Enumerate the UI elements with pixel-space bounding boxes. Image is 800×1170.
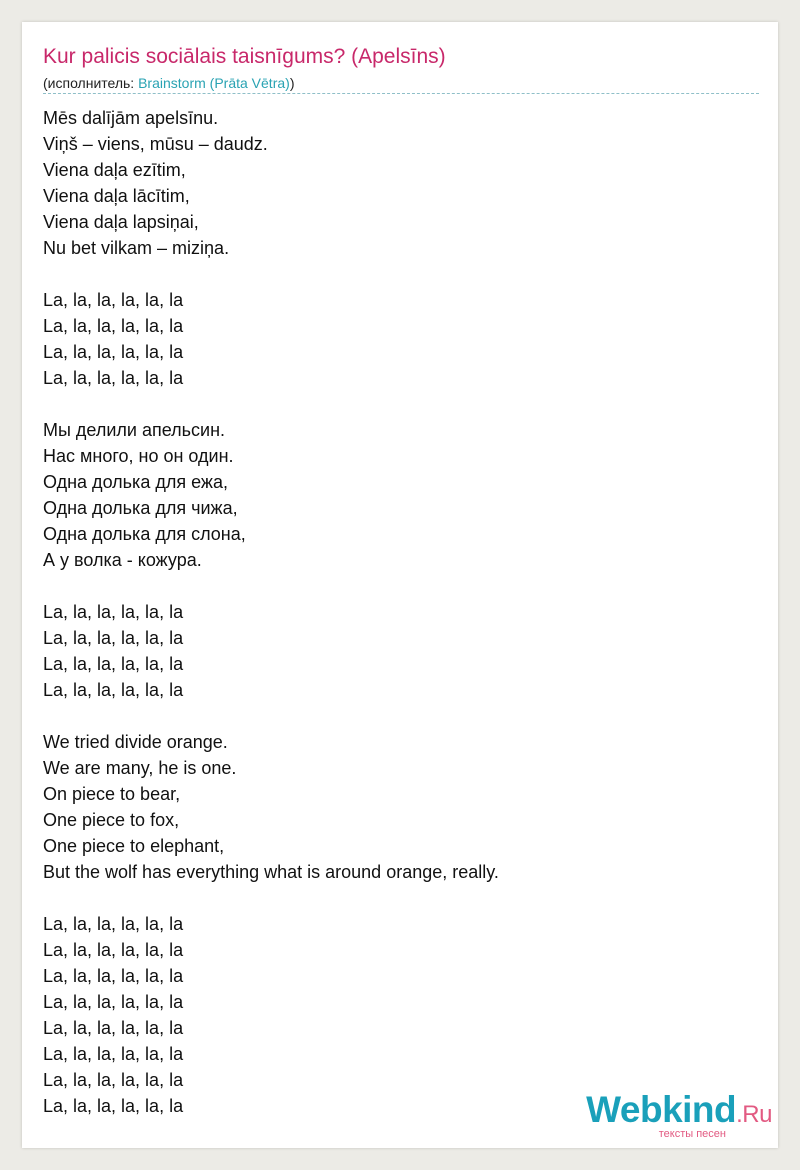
lyrics-line: А у волка - кожура. (43, 550, 202, 570)
site-logo[interactable] (586, 1091, 772, 1140)
lyrics-line: La, la, la, la, la, la (43, 1018, 184, 1038)
lyrics-line: One piece to elephant, (43, 836, 225, 856)
lyrics-line: Одна долька для слона, (43, 524, 246, 544)
lyrics-line: Одна долька для чижа, (43, 498, 238, 518)
lyrics-line: La, la, la, la, la, la (43, 290, 184, 310)
lyrics-line: La, la, la, la, la, la (43, 654, 184, 674)
logo-tagline: тексты песен (658, 1128, 726, 1140)
artist-line (43, 74, 294, 92)
lyrics-line: Mēs dalījām apelsīnu. (43, 108, 219, 128)
lyrics-line: Viena daļa lapsiņai, (43, 212, 199, 232)
lyrics-line: We are many, he is one. (43, 758, 237, 778)
lyrics-stanza (43, 599, 759, 703)
lyrics-line: La, la, la, la, la, la (43, 680, 184, 700)
lyrics-line: La, la, la, la, la, la (43, 602, 184, 622)
song-title: Kur palicis sociālais taisnīgums? (Apelsīns) (43, 45, 446, 68)
lyrics-line: But the wolf has everything what is around orange, really. (43, 862, 499, 882)
lyrics-stanza (43, 105, 759, 261)
lyrics-line: La, la, la, la, la, la (43, 1096, 184, 1116)
lyrics-line: Viena daļa ezītim, (43, 160, 186, 180)
lyrics-line: Мы делили апельсин. (43, 420, 226, 440)
lyrics-line: La, la, la, la, la, la (43, 992, 184, 1012)
lyrics-line: La, la, la, la, la, la (43, 940, 184, 960)
lyrics-line: On piece to bear, (43, 784, 181, 804)
artist-prefix: (исполнитель: (43, 75, 139, 91)
lyrics-stanza (43, 911, 759, 1119)
lyrics-body (43, 105, 759, 1119)
lyrics-line: Nu bet vilkam – miziņa. (43, 238, 230, 258)
lyrics-line: Нас много, но он один. (43, 446, 234, 466)
lyrics-page (22, 22, 778, 1148)
lyrics-line: La, la, la, la, la, la (43, 1044, 184, 1064)
lyrics-line: Одна долька для ежа, (43, 472, 228, 492)
logo-domain-suffix: .Ru (736, 1101, 772, 1128)
logo-main-text: Webkind (586, 1089, 737, 1130)
lyrics-line: La, la, la, la, la, la (43, 316, 184, 336)
lyrics-line: Viena daļa lācītim, (43, 186, 190, 206)
divider (43, 93, 759, 94)
lyrics-line: La, la, la, la, la, la (43, 966, 184, 986)
lyrics-line: La, la, la, la, la, la (43, 368, 184, 388)
lyrics-line: La, la, la, la, la, la (43, 628, 184, 648)
lyrics-stanza (43, 417, 759, 573)
lyrics-line: La, la, la, la, la, la (43, 1070, 184, 1090)
lyrics-line: La, la, la, la, la, la (43, 342, 184, 362)
lyrics-stanza (43, 287, 759, 391)
lyrics-line: Viņš – viens, mūsu – daudz. (43, 134, 268, 154)
lyrics-line: One piece to fox, (43, 810, 180, 830)
lyrics-line: La, la, la, la, la, la (43, 914, 184, 934)
lyrics-line: We tried divide orange. (43, 732, 228, 752)
artist-suffix: ) (289, 75, 295, 91)
lyrics-stanza (43, 729, 759, 885)
artist-link[interactable]: Brainstorm (Prāta Vētra) (138, 75, 290, 91)
